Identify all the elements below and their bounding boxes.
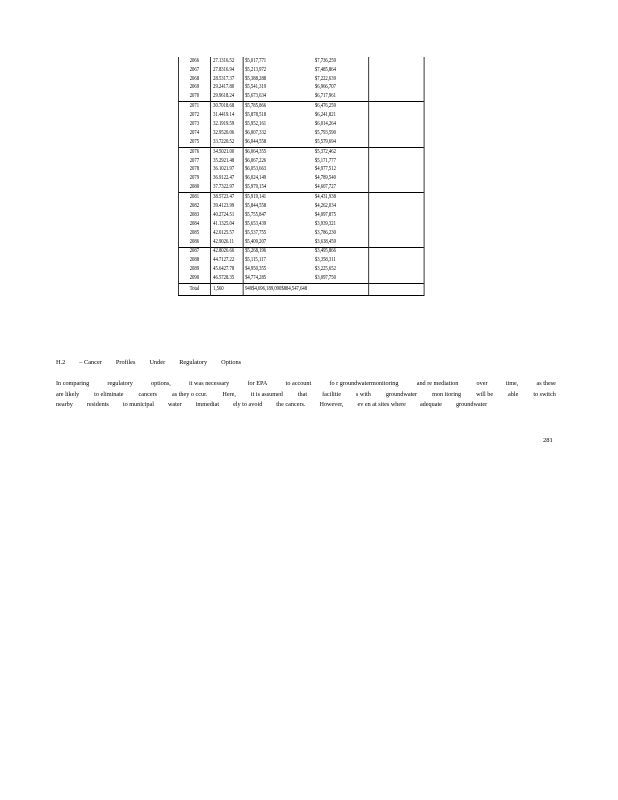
table-cell: 41.1325.04 <box>210 220 243 229</box>
table-cell: $5,919,141 <box>243 193 309 202</box>
table-cell: $5,372,462 <box>309 147 369 156</box>
paragraph-word: to municipal <box>122 401 154 409</box>
table-cell <box>368 265 423 274</box>
table-cell: 2088 <box>178 257 210 266</box>
table-cell: $6,717,961 <box>314 93 336 100</box>
paragraph-word: for EPA <box>247 380 268 387</box>
table-row <box>178 57 423 66</box>
table-cell: 2081 <box>178 193 210 202</box>
table-cell: 38.5723.47 <box>210 193 243 202</box>
table-row <box>178 157 423 166</box>
table-cell: 2067 <box>178 66 210 75</box>
table-cell: 2080 <box>178 183 210 192</box>
table-cell: 2090 <box>178 274 210 283</box>
table-row <box>178 274 423 283</box>
table-cell: $6,053,663 <box>243 166 309 175</box>
table-cell <box>368 147 423 156</box>
table-row <box>178 102 423 111</box>
table-cell: $6,044,558 <box>243 138 309 147</box>
paragraph-word: the cancers. <box>276 401 306 409</box>
table-row <box>178 111 423 120</box>
table-cell <box>368 84 423 93</box>
table-cell: $3,358,311 <box>314 257 336 264</box>
table-cell: $4,097,875 <box>314 211 336 218</box>
page-number: 281 <box>543 437 553 444</box>
section-heading <box>56 359 255 366</box>
table-cell <box>368 129 423 138</box>
table-cell: $3,786,230 <box>314 229 336 236</box>
table-cell <box>368 93 423 102</box>
cancer-cost-table <box>178 57 424 296</box>
table-cell <box>368 102 423 111</box>
table-cell: 36.1021.97 <box>210 166 243 175</box>
table-row <box>178 129 423 138</box>
table-cell <box>368 193 423 202</box>
paragraph-word: facilitie <box>322 390 341 398</box>
table-cell: 2085 <box>178 229 210 238</box>
paragraph-word: nearby <box>56 401 73 409</box>
paragraph-word: Here, <box>222 390 236 398</box>
table-cell <box>368 138 423 147</box>
table-cell: 32.1919.59 <box>210 120 243 129</box>
table-row <box>178 75 423 84</box>
table-cell: 32.9520.06 <box>210 129 243 138</box>
paragraph-word: regulatory <box>107 380 133 387</box>
paragraph-word: time, <box>505 380 519 387</box>
table-cell: $5,785,866 <box>243 102 309 111</box>
table-cell: 2087 <box>178 247 210 256</box>
heading-word: Regulatory <box>179 359 208 366</box>
table-cell <box>368 257 423 266</box>
table-row <box>178 265 423 274</box>
table-cell: 2070 <box>178 93 210 102</box>
table-row <box>178 138 423 147</box>
table-cell <box>368 120 423 129</box>
table-cell: $6,241,821 <box>314 112 336 119</box>
table-cell: 2083 <box>178 211 210 220</box>
table-cell: 2086 <box>178 238 210 247</box>
table-cell: $5,017,771 <box>243 57 309 66</box>
table-cell <box>368 75 423 84</box>
table-row <box>178 202 423 211</box>
table-cell: Total <box>178 284 210 296</box>
paragraph-word: and re mediation <box>416 380 459 387</box>
table-cell <box>368 284 423 296</box>
table-cell: $5,213,972 <box>243 66 309 75</box>
paragraph-word: are likely <box>56 390 80 398</box>
table-cell: $4,977,512 <box>314 166 336 173</box>
table-cell: $5,409,207 <box>243 238 309 247</box>
table-cell: 2078 <box>178 166 210 175</box>
table-cell: $4,431,938 <box>309 193 369 202</box>
paragraph-word: as these <box>536 380 556 387</box>
table-row <box>178 229 423 238</box>
paragraph-word: mon itoring <box>432 390 462 398</box>
heading-word: Options <box>221 359 242 366</box>
table-cell: $6,966,707 <box>314 84 336 91</box>
table-cell: $5,537,755 <box>243 229 309 238</box>
table-row <box>178 220 423 229</box>
heading-word: Profiles <box>115 359 136 366</box>
table-cell: $4,950,355 <box>243 265 309 274</box>
table-cell: $5,268,196 <box>243 247 309 256</box>
table-cell: $5,755,847 <box>243 211 309 220</box>
paragraph-word: it is assumed <box>250 390 283 398</box>
table-row <box>178 120 423 129</box>
table-row <box>178 183 423 192</box>
paragraph-word: In comparing <box>56 380 90 387</box>
table-cell: 42.0125.57 <box>210 229 243 238</box>
table-row <box>178 175 423 184</box>
table-cell: $5,171,777 <box>314 157 336 164</box>
table-cell: 34.5021.00 <box>210 147 243 156</box>
table-cell: 30.7018.68 <box>210 102 243 111</box>
paragraph-line <box>56 400 556 411</box>
table-cell: 2079 <box>178 175 210 184</box>
paragraph-word: to switch <box>533 390 556 398</box>
heading-word: H.2 <box>56 359 66 366</box>
table-cell: 33.7220.52 <box>210 138 243 147</box>
table-cell: 29.2417.80 <box>210 84 243 93</box>
table-cell: 39.4123.99 <box>210 202 243 211</box>
table-row <box>178 238 423 247</box>
table-cell <box>368 183 423 192</box>
paragraph-word: groundwater <box>385 390 418 398</box>
table-cell <box>368 220 423 229</box>
table-cell: $6,067,226 <box>243 157 309 166</box>
table-cell: $3,225,652 <box>314 266 336 273</box>
table-cell: 2071 <box>178 102 210 111</box>
table-total-row <box>178 284 423 296</box>
table-cell: 2069 <box>178 84 210 93</box>
table-cell: $4,774,285 <box>243 274 309 283</box>
paragraph-word: s with <box>355 390 371 398</box>
table-row <box>178 147 423 156</box>
table-cell: $4,262,034 <box>314 202 336 209</box>
table-cell: 40.2724.51 <box>210 211 243 220</box>
table-cell: 2089 <box>178 265 210 274</box>
table-cell: 2066 <box>178 57 210 66</box>
table-cell: 37.7322.97 <box>210 183 243 192</box>
table-cell <box>368 166 423 175</box>
table-cell: $6,024,149 <box>243 175 309 184</box>
body-paragraph <box>56 379 556 411</box>
table-cell <box>368 274 423 283</box>
table-row <box>178 84 423 93</box>
table-cell <box>368 57 423 66</box>
table-cell: 2075 <box>178 138 210 147</box>
table-cell: 27.1316.52 <box>210 57 243 66</box>
paragraph-word: that <box>297 390 308 398</box>
heading-word: Under <box>149 359 166 366</box>
table-cell <box>368 175 423 184</box>
paragraph-word: options, <box>151 380 171 387</box>
paragraph-word: However, <box>319 401 344 409</box>
table-cell <box>368 211 423 220</box>
paragraph-word: water <box>167 401 182 409</box>
table-row <box>178 257 423 266</box>
table-cell <box>368 238 423 247</box>
table-cell: 27.8316.94 <box>210 66 243 75</box>
table-row <box>178 66 423 75</box>
table-cell: 42.9026.11 <box>210 238 243 247</box>
table-cell: $5,673,634 <box>243 93 309 102</box>
heading-word: – Cancer <box>79 359 102 366</box>
table-row <box>178 211 423 220</box>
table-row <box>178 193 423 202</box>
table-cell: $5,979,154 <box>243 183 309 192</box>
table-cell <box>368 229 423 238</box>
table-cell: 35.2921.48 <box>210 157 243 166</box>
table-cell <box>368 157 423 166</box>
table-cell: 2074 <box>178 129 210 138</box>
table-row <box>178 247 423 256</box>
table-cell: $5,579,694 <box>314 138 336 145</box>
table-cell: $3,939,321 <box>314 220 336 227</box>
paragraph-line <box>56 390 556 401</box>
table-row <box>178 166 423 175</box>
table-cell: $4,607,727 <box>314 184 336 191</box>
table-cell: 31.4419.14 <box>210 111 243 120</box>
table-cell: 28.5317.37 <box>210 75 243 84</box>
paragraph-word: cancers <box>138 390 158 398</box>
table-cell: 2068 <box>178 75 210 84</box>
table-cell: 46.5728.35 <box>210 274 243 283</box>
paragraph-word: residents <box>86 401 109 409</box>
table-cell: $6,476,259 <box>309 102 369 111</box>
table-cell: $7,736,259 <box>314 57 336 64</box>
table-cell: $5,388,288 <box>243 75 309 84</box>
table-cell: 2073 <box>178 120 210 129</box>
table-cell: 44.7127.22 <box>210 257 243 266</box>
table-cell: 949$4,696,189,090$884,547,648 <box>243 284 309 296</box>
table-cell: $5,844,558 <box>243 202 309 211</box>
table-cell: $5,115,117 <box>243 257 309 266</box>
table-cell: $7,485,864 <box>314 66 336 73</box>
table-cell: $5,952,161 <box>243 120 309 129</box>
table-cell: 1,560 <box>210 284 243 296</box>
table-cell: $3,638,459 <box>314 238 336 245</box>
paragraph-word: to account <box>285 380 312 387</box>
table-cell: $5,541,319 <box>243 84 309 93</box>
paragraph-word: fo r groundwatermonitoring <box>329 380 399 387</box>
paragraph-word: ely to avoid <box>233 401 263 409</box>
table-cell: $7,222,639 <box>314 75 336 82</box>
table-cell: $5,878,518 <box>243 111 309 120</box>
table-cell <box>368 202 423 211</box>
paragraph-word: ev en at sites where <box>357 401 406 409</box>
table-cell: 45.6427.78 <box>210 265 243 274</box>
paragraph-word: it was necessary <box>189 380 230 387</box>
table-cell: 2084 <box>178 220 210 229</box>
table-cell: $5,793,590 <box>314 129 336 136</box>
table-cell: 36.9122.47 <box>210 175 243 184</box>
table-cell: 2076 <box>178 147 210 156</box>
table-cell <box>309 284 369 296</box>
paragraph-word: will be <box>476 390 494 398</box>
paragraph-word: to eliminate <box>94 390 124 398</box>
table-cell: 42.8026.66 <box>210 247 243 256</box>
table-cell <box>368 66 423 75</box>
table-cell: $6,064,355 <box>243 147 309 156</box>
paragraph-word: over <box>476 380 488 387</box>
paragraph-word: groundwater <box>455 401 488 409</box>
table-cell <box>368 111 423 120</box>
table-cell: $3,097,750 <box>314 275 336 282</box>
table-cell: 29.9618.24 <box>210 93 243 102</box>
table-cell: $6,007,332 <box>243 129 309 138</box>
paragraph-word: able <box>508 390 519 398</box>
table-cell: 2072 <box>178 111 210 120</box>
table-cell: $5,653,439 <box>243 220 309 229</box>
table-cell <box>368 247 423 256</box>
paragraph-word: adequate <box>419 401 442 409</box>
table-cell: $6,014,264 <box>314 120 336 127</box>
paragraph-word: as they o ccur. <box>172 390 208 398</box>
paragraph-word: immediat <box>195 401 220 409</box>
table-cell: 2082 <box>178 202 210 211</box>
table-cell: $4,789,540 <box>314 175 336 182</box>
table-cell: 2077 <box>178 157 210 166</box>
table-cell: $3,495,866 <box>309 247 369 256</box>
paragraph-line <box>56 379 556 390</box>
table-row <box>178 93 423 102</box>
